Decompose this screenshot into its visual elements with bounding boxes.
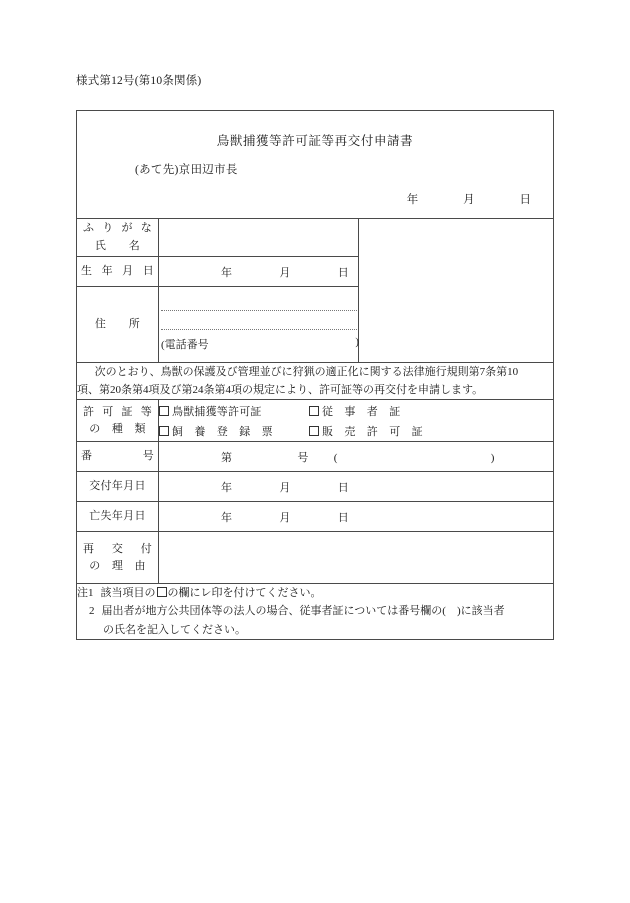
checkbox-icon[interactable] (309, 426, 319, 436)
number-label (77, 442, 159, 472)
issue-date-input[interactable] (159, 472, 554, 502)
reason-label (77, 532, 159, 584)
loss-date-year: 年 (221, 511, 233, 524)
name-label (77, 219, 159, 257)
note-line-3 (77, 621, 553, 639)
header-date-year: 年 (406, 194, 419, 206)
birthdate-input[interactable] (159, 257, 359, 287)
note-1-marker: 注1 (77, 587, 94, 600)
table-row-loss-date (77, 502, 554, 532)
application-form-table (76, 110, 554, 640)
issue-date-year: 年 (221, 481, 233, 494)
note-1-text-a: 該当項目の (100, 587, 156, 600)
checkbox-option-worker-certificate[interactable] (309, 403, 553, 419)
permit-kind-label-line2: の 種 類 (89, 422, 146, 435)
note-1-text-b: の欄にレ印を付けてください。 (167, 587, 322, 600)
loss-date-month: 月 (279, 511, 291, 524)
addressee-label: (あて先)京田辺市長 (135, 164, 238, 176)
birthdate-label-text: 生年月日 (81, 264, 154, 277)
address-label (77, 287, 159, 363)
issue-date-label (77, 472, 159, 502)
checkbox-icon (157, 587, 167, 597)
phone-field[interactable] (161, 336, 359, 352)
checkbox-label-worker-certificate: 従 事 者 証 (322, 405, 401, 418)
address-line-2[interactable] (161, 316, 357, 330)
checkbox-label-capture-permit: 鳥獣捕獲等許可証 (172, 405, 262, 418)
checkbox-label-breeding-registration: 飼 養 登 録 票 (172, 425, 273, 438)
table-row-header (77, 111, 554, 219)
checkbox-icon[interactable] (309, 406, 319, 416)
statement-cell (77, 363, 554, 400)
checkbox-option-sales-permit[interactable] (309, 423, 553, 439)
note-2-text-line2: の氏名を記入してください。 (103, 623, 246, 636)
permit-kind-label (77, 400, 159, 442)
number-label-text: 番 号 (81, 450, 154, 463)
reason-label-line1: 再 交 付 (83, 542, 152, 555)
phone-paren-close: ) (355, 336, 359, 348)
permit-kind-options (159, 400, 554, 442)
statement-line-2: 項、第20条第4項及び第24条第4項の規定により、許可証等の再交付を申請します。 (77, 384, 484, 397)
birthdate-label (77, 257, 159, 287)
note-2-text-line1: 届出者が地方公共団体等の法人の場合、従事者証については番号欄の( )に該当者 (101, 605, 505, 618)
loss-date-label (77, 502, 159, 532)
loss-date-label-text: 亡失年月日 (89, 510, 146, 523)
form-number: 様式第12号(第10条関係) (76, 75, 202, 87)
note-2-marker: 2 (89, 605, 95, 618)
checkbox-label-sales-permit: 販 売 許 可 証 (322, 425, 423, 438)
furigana-label: ふりがな (83, 222, 152, 235)
issue-date-month: 月 (279, 481, 291, 494)
table-row-name (77, 219, 554, 257)
reason-label-line2: の 理 由 (89, 559, 146, 572)
birthdate-year: 年 (221, 266, 233, 279)
table-row-reason (77, 532, 554, 584)
birthdate-month: 月 (279, 266, 291, 279)
header-date-month: 月 (463, 194, 475, 206)
permit-kind-label-line1: 許可証等 (83, 405, 152, 418)
note-line-1 (77, 584, 553, 602)
loss-date-day: 日 (337, 511, 350, 524)
header-date-field (407, 191, 531, 207)
phone-label: (電話番号 (161, 339, 209, 351)
number-input[interactable] (159, 442, 554, 472)
checkbox-icon[interactable] (159, 406, 169, 416)
reason-input[interactable] (159, 532, 554, 584)
issue-date-label-text: 交付年月日 (89, 480, 146, 493)
table-row-notes (77, 584, 554, 639)
seal-area[interactable] (359, 219, 554, 363)
statement-line-1: 次のとおり、鳥獣の保護及び管理並びに狩猟の適正化に関する法律施行規則第7条第10 (94, 366, 519, 378)
number-suffix: 号 (297, 451, 309, 464)
address-input[interactable] (159, 287, 359, 363)
number-paren-close: ) (490, 451, 495, 464)
name-label-text: 氏 名 (94, 239, 141, 252)
name-input[interactable] (159, 219, 359, 257)
note-line-2 (77, 602, 553, 620)
address-label-text: 住 所 (94, 317, 141, 330)
address-line-1[interactable] (161, 297, 357, 311)
page-title: 鳥獣捕獲等許可証等再交付申請書 (216, 134, 414, 148)
notes-cell (77, 584, 554, 639)
number-prefix: 第 (221, 451, 233, 464)
number-paren-open: ( (333, 451, 338, 464)
header-date-day: 日 (519, 194, 532, 206)
checkbox-option-breeding-registration[interactable] (159, 423, 309, 439)
birthdate-day: 日 (337, 266, 350, 279)
header-cell (77, 111, 554, 219)
checkbox-icon[interactable] (159, 426, 169, 436)
checkbox-option-capture-permit[interactable] (159, 403, 309, 419)
table-row-statement (77, 363, 554, 400)
table-row-issue-date (77, 472, 554, 502)
table-row-permit-kind (77, 400, 554, 442)
issue-date-day: 日 (337, 481, 350, 494)
table-row-number (77, 442, 554, 472)
loss-date-input[interactable] (159, 502, 554, 532)
